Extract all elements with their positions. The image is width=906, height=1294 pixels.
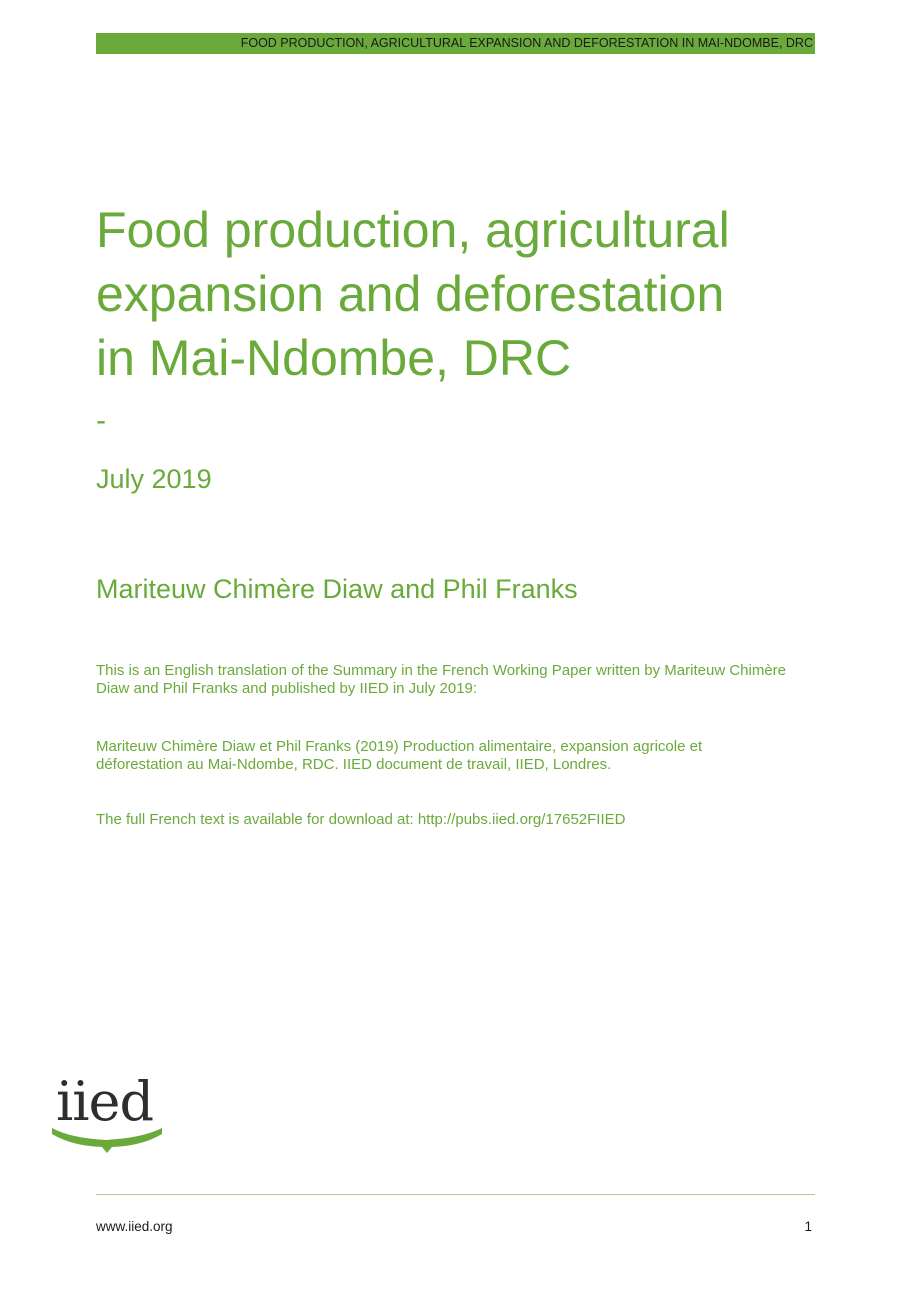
document-title (96, 198, 836, 390)
title-line-1: Food production, agricultural (96, 202, 730, 258)
translation-note: This is an English translation of the Summary in the French Working Paper written by Mariteuw Chimère Diaw and Phil Franks and published by IIED in July 2019: (96, 662, 787, 697)
footer-divider (96, 1194, 815, 1195)
logo-wordmark: iied (56, 1070, 154, 1133)
title-line-3: in Mai-Ndombe, DRC (96, 330, 572, 386)
footer-url: www.iied.org (96, 1219, 173, 1234)
page-number: 1 (804, 1219, 812, 1234)
logo-swoosh-icon (50, 1120, 165, 1156)
title-line-2: expansion and deforestation (96, 266, 725, 322)
running-header-bar (96, 33, 815, 54)
download-note: The full French text is available for download at: http://pubs.iied.org/17652FIIED (96, 811, 626, 828)
iied-logo (50, 1070, 165, 1156)
citation: Mariteuw Chimère Diaw et Phil Franks (2019) Production alimentaire, expansion agricole et déforestation au Mai-Ndombe, RDC. IIED document de travail, IIED, Londres. (96, 738, 703, 773)
publication-date: July 2019 (96, 464, 212, 494)
running-header-title: FOOD PRODUCTION, AGRICULTURAL EXPANSION AND DEFORESTATION IN MAI-NDOMBE, DRC (240, 36, 813, 50)
authors: Mariteuw Chimère Diaw and Phil Franks (96, 574, 578, 604)
title-dash: - (96, 404, 106, 437)
